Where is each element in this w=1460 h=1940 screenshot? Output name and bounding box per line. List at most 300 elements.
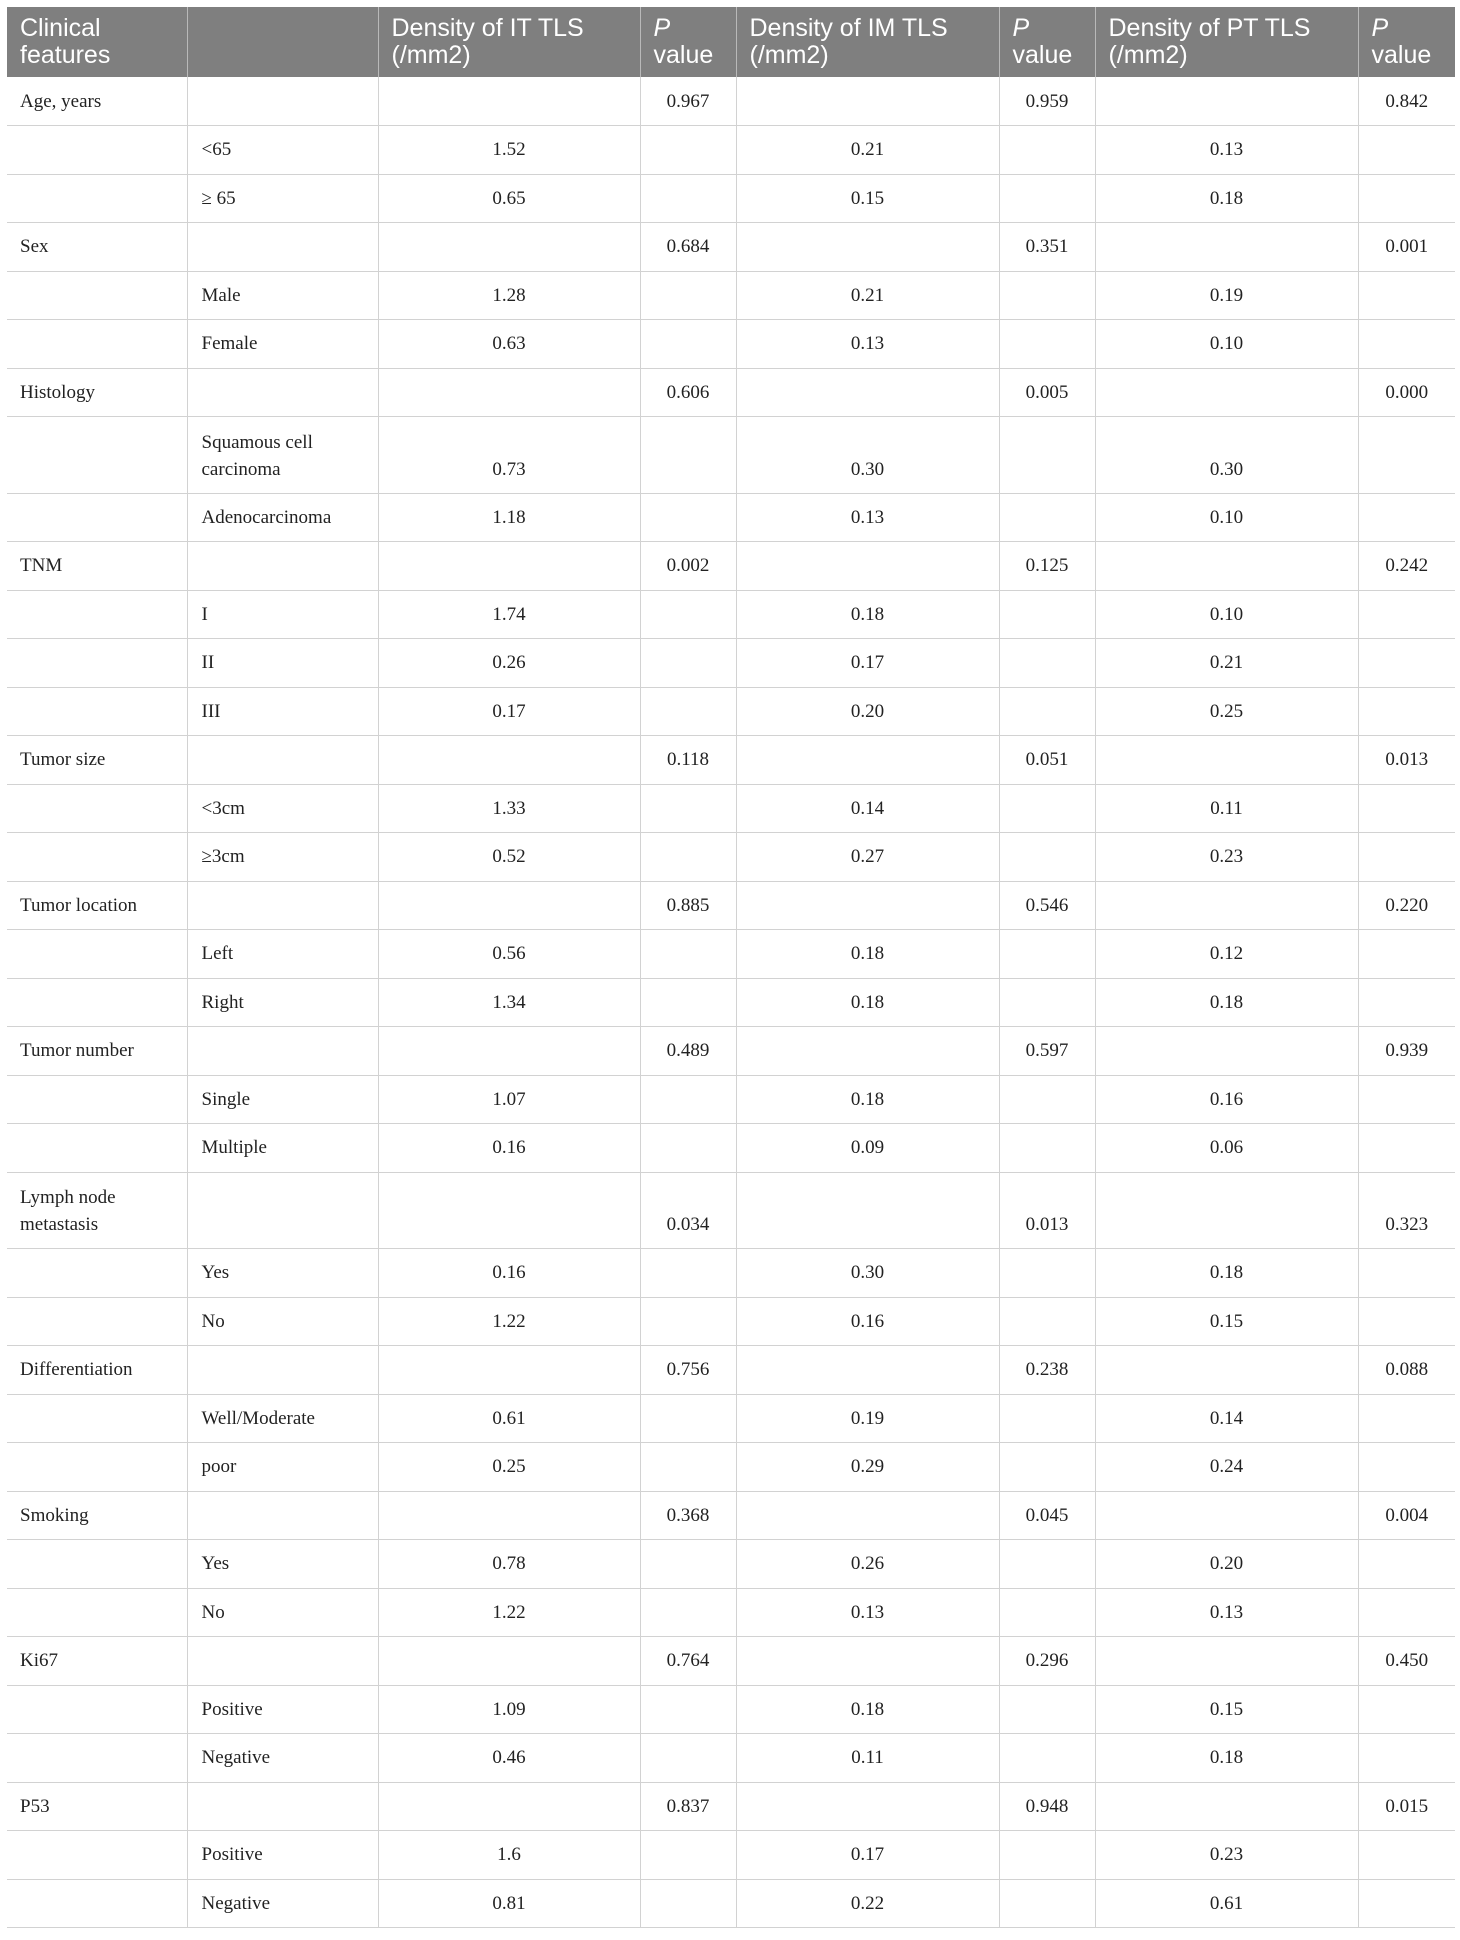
cell-p-value-pt	[1358, 1540, 1455, 1589]
cell-subgroup: Yes	[187, 1249, 378, 1298]
cell-p-value-im	[999, 493, 1095, 542]
cell-im-density	[736, 1491, 999, 1540]
cell-subgroup: Well/Moderate	[187, 1394, 378, 1443]
cell-p-value-im	[999, 1685, 1095, 1734]
cell-subgroup: Female	[187, 320, 378, 369]
cell-subgroup	[187, 736, 378, 785]
cell-p-value-im	[999, 417, 1095, 494]
cell-clinical-feature	[7, 126, 187, 175]
cell-p-value-pt	[1358, 1734, 1455, 1783]
cell-subgroup	[187, 368, 378, 417]
cell-p-value-im	[999, 784, 1095, 833]
cell-p-value-it	[640, 1540, 736, 1589]
table-row	[7, 784, 1455, 833]
cell-it-density	[378, 736, 640, 785]
cell-p-value-it: 0.118	[640, 736, 736, 785]
cell-p-value-pt: 0.939	[1358, 1027, 1455, 1076]
cell-im-density: 0.17	[736, 639, 999, 688]
cell-clinical-feature: Differentiation	[7, 1346, 187, 1395]
table-row	[7, 978, 1455, 1027]
table-row	[7, 881, 1455, 930]
cell-p-value-pt: 0.000	[1358, 368, 1455, 417]
cell-it-density: 1.18	[378, 493, 640, 542]
header-it-density: Density of IT TLS (/mm2)	[378, 7, 640, 77]
table-row	[7, 1734, 1455, 1783]
cell-p-value-im: 0.296	[999, 1637, 1095, 1686]
cell-p-value-im	[999, 833, 1095, 882]
cell-im-density: 0.15	[736, 174, 999, 223]
table-row	[7, 1443, 1455, 1492]
cell-p-value-it: 0.684	[640, 223, 736, 272]
cell-p-value-it: 0.885	[640, 881, 736, 930]
table-row	[7, 687, 1455, 736]
cell-p-value-pt	[1358, 1588, 1455, 1637]
cell-p-value-pt	[1358, 784, 1455, 833]
cell-it-density: 1.22	[378, 1588, 640, 1637]
cell-subgroup: Positive	[187, 1831, 378, 1880]
cell-p-value-im: 0.013	[999, 1172, 1095, 1249]
cell-pt-density	[1095, 542, 1358, 591]
cell-p-value-im	[999, 687, 1095, 736]
cell-subgroup: <65	[187, 126, 378, 175]
cell-p-value-im	[999, 1075, 1095, 1124]
cell-pt-density: 0.12	[1095, 930, 1358, 979]
cell-it-density	[378, 1637, 640, 1686]
cell-p-value-it	[640, 978, 736, 1027]
cell-pt-density: 0.15	[1095, 1685, 1358, 1734]
cell-im-density	[736, 1027, 999, 1076]
cell-p-value-im: 0.959	[999, 77, 1095, 126]
table-row	[7, 1172, 1455, 1249]
cell-im-density: 0.13	[736, 493, 999, 542]
cell-im-density	[736, 1346, 999, 1395]
cell-pt-density: 0.06	[1095, 1124, 1358, 1173]
cell-subgroup	[187, 542, 378, 591]
cell-clinical-feature: Lymph node metastasis	[7, 1172, 187, 1249]
cell-p-value-im	[999, 174, 1095, 223]
cell-p-value-pt	[1358, 1394, 1455, 1443]
cell-im-density: 0.16	[736, 1297, 999, 1346]
cell-subgroup: Right	[187, 978, 378, 1027]
header-clinical-features: Clinical features	[7, 7, 187, 77]
cell-im-density: 0.21	[736, 126, 999, 175]
table-row	[7, 736, 1455, 785]
cell-im-density	[736, 736, 999, 785]
cell-p-value-it: 0.368	[640, 1491, 736, 1540]
cell-p-value-im	[999, 1831, 1095, 1880]
table-row	[7, 1831, 1455, 1880]
cell-it-density	[378, 1346, 640, 1395]
cell-it-density: 0.65	[378, 174, 640, 223]
cell-pt-density	[1095, 1027, 1358, 1076]
cell-clinical-feature	[7, 1297, 187, 1346]
cell-clinical-feature	[7, 1443, 187, 1492]
cell-it-density	[378, 1491, 640, 1540]
table-row	[7, 271, 1455, 320]
cell-clinical-feature: TNM	[7, 542, 187, 591]
cell-p-value-pt	[1358, 493, 1455, 542]
cell-im-density	[736, 77, 999, 126]
cell-im-density: 0.27	[736, 833, 999, 882]
cell-im-density: 0.22	[736, 1879, 999, 1928]
cell-it-density: 1.6	[378, 1831, 640, 1880]
cell-p-value-im	[999, 126, 1095, 175]
cell-p-value-pt: 0.323	[1358, 1172, 1455, 1249]
cell-it-density: 0.73	[378, 417, 640, 494]
table-row	[7, 1879, 1455, 1928]
cell-p-value-pt	[1358, 126, 1455, 175]
cell-im-density: 0.18	[736, 1075, 999, 1124]
cell-it-density	[378, 881, 640, 930]
cell-subgroup	[187, 1491, 378, 1540]
cell-im-density: 0.18	[736, 930, 999, 979]
cell-p-value-it	[640, 930, 736, 979]
table-row	[7, 1782, 1455, 1831]
cell-p-value-im	[999, 1879, 1095, 1928]
cell-clinical-feature: P53	[7, 1782, 187, 1831]
cell-clinical-feature	[7, 1075, 187, 1124]
cell-pt-density: 0.61	[1095, 1879, 1358, 1928]
cell-p-value-it: 0.756	[640, 1346, 736, 1395]
cell-im-density	[736, 368, 999, 417]
cell-pt-density: 0.14	[1095, 1394, 1358, 1443]
cell-p-value-im: 0.125	[999, 542, 1095, 591]
cell-clinical-feature: Tumor location	[7, 881, 187, 930]
cell-pt-density: 0.23	[1095, 1831, 1358, 1880]
cell-pt-density	[1095, 1637, 1358, 1686]
cell-clinical-feature	[7, 1124, 187, 1173]
cell-p-value-im: 0.948	[999, 1782, 1095, 1831]
cell-it-density	[378, 77, 640, 126]
cell-p-value-pt	[1358, 1879, 1455, 1928]
cell-clinical-feature	[7, 687, 187, 736]
cell-im-density: 0.18	[736, 590, 999, 639]
cell-it-density: 0.81	[378, 1879, 640, 1928]
cell-p-value-im	[999, 1734, 1095, 1783]
cell-p-value-it	[640, 1588, 736, 1637]
cell-clinical-feature	[7, 174, 187, 223]
cell-p-value-pt	[1358, 639, 1455, 688]
cell-pt-density: 0.10	[1095, 493, 1358, 542]
cell-p-value-it	[640, 1734, 736, 1783]
cell-clinical-feature	[7, 930, 187, 979]
cell-pt-density: 0.13	[1095, 126, 1358, 175]
header-p-letter: P	[1371, 14, 1389, 42]
cell-p-value-it	[640, 687, 736, 736]
cell-pt-density: 0.18	[1095, 1734, 1358, 1783]
table-row	[7, 77, 1455, 126]
cell-p-value-pt	[1358, 1831, 1455, 1880]
clinical-features-table-container	[7, 7, 1455, 1928]
cell-subgroup	[187, 1637, 378, 1686]
table-row	[7, 590, 1455, 639]
cell-im-density: 0.18	[736, 1685, 999, 1734]
cell-p-value-pt	[1358, 174, 1455, 223]
cell-subgroup	[187, 881, 378, 930]
cell-clinical-feature: Sex	[7, 223, 187, 272]
cell-subgroup: Single	[187, 1075, 378, 1124]
cell-it-density: 0.78	[378, 1540, 640, 1589]
header-value-word: value	[1371, 41, 1432, 69]
cell-clinical-feature	[7, 833, 187, 882]
cell-pt-density: 0.18	[1095, 978, 1358, 1027]
cell-p-value-it: 0.837	[640, 1782, 736, 1831]
cell-clinical-feature	[7, 1734, 187, 1783]
cell-pt-density: 0.18	[1095, 1249, 1358, 1298]
cell-p-value-it	[640, 1297, 736, 1346]
cell-clinical-feature	[7, 1249, 187, 1298]
cell-subgroup: ≥ 65	[187, 174, 378, 223]
cell-subgroup: III	[187, 687, 378, 736]
cell-subgroup: poor	[187, 1443, 378, 1492]
header-subgroup	[187, 7, 378, 77]
cell-p-value-im: 0.045	[999, 1491, 1095, 1540]
cell-clinical-feature	[7, 1540, 187, 1589]
cell-im-density: 0.11	[736, 1734, 999, 1783]
cell-pt-density: 0.24	[1095, 1443, 1358, 1492]
cell-clinical-feature	[7, 493, 187, 542]
cell-p-value-it	[640, 1831, 736, 1880]
cell-it-density: 1.09	[378, 1685, 640, 1734]
cell-subgroup: I	[187, 590, 378, 639]
cell-pt-density: 0.13	[1095, 1588, 1358, 1637]
cell-p-value-pt	[1358, 1075, 1455, 1124]
cell-it-density: 1.33	[378, 784, 640, 833]
cell-clinical-feature	[7, 271, 187, 320]
cell-pt-density: 0.25	[1095, 687, 1358, 736]
cell-it-density: 1.52	[378, 126, 640, 175]
table-row	[7, 368, 1455, 417]
cell-p-value-it	[640, 1249, 736, 1298]
cell-clinical-feature	[7, 1394, 187, 1443]
cell-pt-density	[1095, 223, 1358, 272]
cell-p-value-pt: 0.220	[1358, 881, 1455, 930]
cell-p-value-pt	[1358, 590, 1455, 639]
cell-subgroup: II	[187, 639, 378, 688]
cell-pt-density: 0.20	[1095, 1540, 1358, 1589]
cell-p-value-pt: 0.842	[1358, 77, 1455, 126]
cell-it-density: 0.16	[378, 1249, 640, 1298]
cell-it-density: 1.28	[378, 271, 640, 320]
cell-im-density	[736, 223, 999, 272]
table-row	[7, 1249, 1455, 1298]
table-row	[7, 1297, 1455, 1346]
cell-it-density: 1.74	[378, 590, 640, 639]
cell-im-density: 0.14	[736, 784, 999, 833]
cell-subgroup: Squamous cell carcinoma	[187, 417, 378, 494]
cell-it-density	[378, 1027, 640, 1076]
cell-p-value-it	[640, 1879, 736, 1928]
table-header	[7, 7, 1455, 77]
cell-p-value-it: 0.489	[640, 1027, 736, 1076]
cell-clinical-feature	[7, 320, 187, 369]
cell-p-value-pt: 0.242	[1358, 542, 1455, 591]
cell-it-density	[378, 542, 640, 591]
cell-subgroup	[187, 1027, 378, 1076]
cell-pt-density	[1095, 368, 1358, 417]
table-row	[7, 1394, 1455, 1443]
table-row	[7, 1491, 1455, 1540]
cell-p-value-pt	[1358, 1685, 1455, 1734]
cell-p-value-it: 0.967	[640, 77, 736, 126]
cell-p-value-im	[999, 978, 1095, 1027]
header-value-word: value	[1012, 41, 1073, 69]
cell-p-value-im: 0.238	[999, 1346, 1095, 1395]
header-p-value-pt	[1358, 7, 1455, 77]
cell-pt-density: 0.23	[1095, 833, 1358, 882]
cell-it-density	[378, 1782, 640, 1831]
cell-pt-density	[1095, 1782, 1358, 1831]
table-row	[7, 930, 1455, 979]
cell-subgroup: Positive	[187, 1685, 378, 1734]
cell-clinical-feature	[7, 1588, 187, 1637]
cell-p-value-it	[640, 1075, 736, 1124]
cell-p-value-pt	[1358, 1249, 1455, 1298]
cell-subgroup	[187, 1172, 378, 1249]
header-p-value-it	[640, 7, 736, 77]
table-row	[7, 320, 1455, 369]
cell-it-density	[378, 1172, 640, 1249]
cell-p-value-pt	[1358, 1443, 1455, 1492]
table-row	[7, 223, 1455, 272]
cell-im-density: 0.19	[736, 1394, 999, 1443]
cell-it-density: 0.26	[378, 639, 640, 688]
cell-im-density	[736, 1637, 999, 1686]
cell-clinical-feature: Tumor size	[7, 736, 187, 785]
cell-im-density: 0.17	[736, 1831, 999, 1880]
table-row	[7, 1124, 1455, 1173]
cell-p-value-im	[999, 1540, 1095, 1589]
cell-p-value-it	[640, 174, 736, 223]
cell-im-density: 0.13	[736, 320, 999, 369]
cell-p-value-im	[999, 271, 1095, 320]
cell-it-density: 0.52	[378, 833, 640, 882]
cell-pt-density: 0.15	[1095, 1297, 1358, 1346]
cell-p-value-im	[999, 639, 1095, 688]
table-row	[7, 493, 1455, 542]
table-row	[7, 1027, 1455, 1076]
cell-p-value-it: 0.764	[640, 1637, 736, 1686]
cell-clinical-feature	[7, 978, 187, 1027]
header-p-value-im	[999, 7, 1095, 77]
cell-it-density: 0.56	[378, 930, 640, 979]
cell-p-value-it	[640, 833, 736, 882]
cell-pt-density: 0.10	[1095, 320, 1358, 369]
cell-clinical-feature: Ki67	[7, 1637, 187, 1686]
table-row	[7, 639, 1455, 688]
header-value-word: value	[653, 41, 714, 69]
cell-it-density: 0.61	[378, 1394, 640, 1443]
cell-clinical-feature	[7, 784, 187, 833]
cell-im-density	[736, 542, 999, 591]
cell-p-value-it	[640, 417, 736, 494]
cell-subgroup: Negative	[187, 1879, 378, 1928]
cell-im-density: 0.26	[736, 1540, 999, 1589]
cell-clinical-feature	[7, 590, 187, 639]
cell-pt-density	[1095, 1172, 1358, 1249]
table-row	[7, 1637, 1455, 1686]
header-p-letter: P	[1012, 14, 1030, 42]
cell-p-value-pt	[1358, 978, 1455, 1027]
table-row	[7, 1540, 1455, 1589]
cell-clinical-feature	[7, 417, 187, 494]
clinical-features-table	[7, 7, 1455, 1928]
cell-it-density: 1.22	[378, 1297, 640, 1346]
table-row	[7, 1588, 1455, 1637]
cell-it-density: 1.34	[378, 978, 640, 1027]
cell-p-value-im	[999, 1124, 1095, 1173]
cell-im-density: 0.13	[736, 1588, 999, 1637]
cell-p-value-it	[640, 1124, 736, 1173]
cell-it-density: 0.16	[378, 1124, 640, 1173]
cell-p-value-im	[999, 1588, 1095, 1637]
cell-p-value-pt: 0.015	[1358, 1782, 1455, 1831]
cell-p-value-it: 0.034	[640, 1172, 736, 1249]
cell-p-value-pt: 0.004	[1358, 1491, 1455, 1540]
cell-pt-density: 0.21	[1095, 639, 1358, 688]
cell-p-value-pt	[1358, 833, 1455, 882]
cell-p-value-pt: 0.001	[1358, 223, 1455, 272]
cell-p-value-im: 0.546	[999, 881, 1095, 930]
cell-p-value-it	[640, 1394, 736, 1443]
cell-p-value-pt: 0.013	[1358, 736, 1455, 785]
cell-p-value-pt	[1358, 930, 1455, 979]
cell-im-density: 0.18	[736, 978, 999, 1027]
cell-it-density: 0.17	[378, 687, 640, 736]
cell-p-value-pt	[1358, 687, 1455, 736]
table-row	[7, 542, 1455, 591]
cell-it-density: 0.46	[378, 1734, 640, 1783]
cell-p-value-it: 0.002	[640, 542, 736, 591]
cell-im-density	[736, 1172, 999, 1249]
cell-clinical-feature: Histology	[7, 368, 187, 417]
cell-p-value-it	[640, 320, 736, 369]
cell-p-value-pt	[1358, 1124, 1455, 1173]
cell-p-value-im	[999, 1249, 1095, 1298]
cell-it-density	[378, 368, 640, 417]
cell-pt-density: 0.19	[1095, 271, 1358, 320]
cell-im-density: 0.20	[736, 687, 999, 736]
cell-p-value-im	[999, 930, 1095, 979]
cell-p-value-pt	[1358, 417, 1455, 494]
table-row	[7, 174, 1455, 223]
table-row	[7, 126, 1455, 175]
header-p-letter: P	[653, 14, 671, 42]
cell-subgroup	[187, 223, 378, 272]
cell-p-value-it	[640, 1443, 736, 1492]
cell-subgroup: Adenocarcinoma	[187, 493, 378, 542]
cell-subgroup: Left	[187, 930, 378, 979]
cell-p-value-im	[999, 320, 1095, 369]
cell-pt-density	[1095, 1491, 1358, 1540]
cell-p-value-im: 0.351	[999, 223, 1095, 272]
cell-p-value-im: 0.597	[999, 1027, 1095, 1076]
cell-p-value-im: 0.005	[999, 368, 1095, 417]
cell-subgroup: Male	[187, 271, 378, 320]
header-pt-density: Density of PT TLS (/mm2)	[1095, 7, 1358, 77]
cell-im-density: 0.21	[736, 271, 999, 320]
cell-it-density: 0.25	[378, 1443, 640, 1492]
cell-subgroup	[187, 77, 378, 126]
cell-clinical-feature: Tumor number	[7, 1027, 187, 1076]
cell-pt-density	[1095, 77, 1358, 126]
cell-p-value-im	[999, 1443, 1095, 1492]
cell-subgroup: Multiple	[187, 1124, 378, 1173]
cell-p-value-it	[640, 590, 736, 639]
cell-subgroup: No	[187, 1588, 378, 1637]
table-row	[7, 1075, 1455, 1124]
cell-im-density: 0.30	[736, 1249, 999, 1298]
